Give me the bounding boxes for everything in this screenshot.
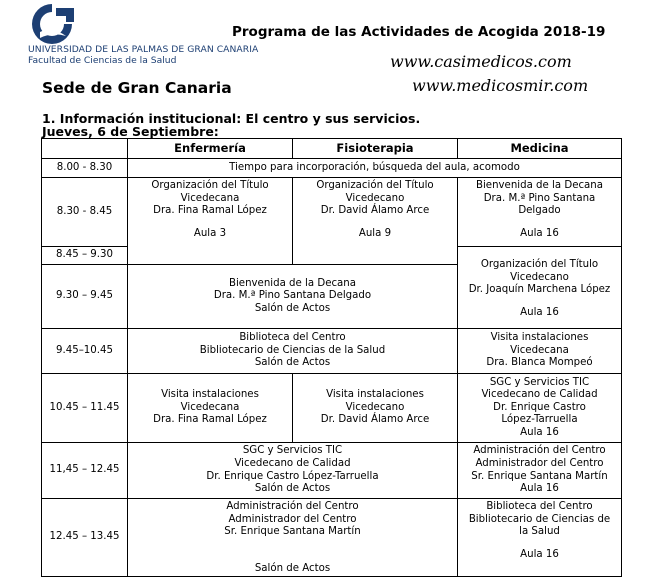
- activity-title: SGC y Servicios TIC: [242, 445, 343, 457]
- sgc-cell: [128, 443, 458, 499]
- program-title: Programa de las Actividades de Acogida 2018-19: [232, 24, 606, 40]
- role: Bibliotecario de Ciencias de: [468, 513, 611, 525]
- corner-cell: [42, 139, 128, 159]
- room: Aula 16: [520, 426, 559, 438]
- activity-title: Organización del Título: [151, 180, 269, 191]
- incorporation-cell: Tiempo para incorporación, búsqueda del aula, acomodo: [128, 159, 622, 178]
- watermark-url-2: www.medicosmir.com: [412, 76, 589, 95]
- role: Vicedecano de Calidad: [234, 457, 351, 469]
- university-logo: [26, 2, 259, 70]
- column-header: Fisioterapia: [293, 139, 458, 159]
- time-cell: 8.00 - 8.30: [42, 159, 128, 178]
- fisioterapia-visita-cell: [293, 374, 458, 443]
- person: Dra. M.ª Pino Santana Delgado: [213, 290, 372, 302]
- medicina-administracion-cell: [458, 443, 622, 499]
- person: López-Tarruella: [501, 414, 578, 426]
- table-row: [42, 159, 622, 178]
- activity-title: Organización del Título: [480, 259, 599, 270]
- room: Salón de Actos: [254, 562, 331, 574]
- time-cell: 8.30 - 8.45: [42, 178, 128, 247]
- person: Dra. Fina Ramal López: [153, 414, 267, 426]
- person: Dr. Enrique Castro López-Tarruella: [206, 470, 379, 482]
- time-cell: 9.30 – 9.45: [42, 265, 128, 329]
- activity-title: Administración del Centro: [226, 501, 359, 512]
- time-cell: 11,45 – 12.45: [42, 443, 128, 499]
- role: Vicedecana: [510, 344, 569, 356]
- role: Vicedecano: [345, 192, 405, 204]
- time-cell: 8.45 – 9.30: [42, 247, 128, 265]
- medicina-organizacion-cell: [458, 247, 622, 329]
- activity-title: Biblioteca del Centro: [486, 501, 593, 512]
- institution-name: UNIVERSIDAD DE LAS PALMAS DE GRAN CANARIA: [28, 44, 259, 55]
- medicina-visita-cell: [458, 329, 622, 374]
- role: Vicedecana: [180, 401, 240, 413]
- room: Salón de Actos: [254, 357, 331, 369]
- room: Aula 16: [520, 483, 559, 495]
- room: Aula 9: [358, 227, 392, 239]
- ulpgc-logo-icon: [26, 2, 78, 46]
- person: Dr. David Álamo Arce: [320, 414, 430, 426]
- person: Dr. David Álamo Arce: [320, 205, 430, 217]
- room: Salón de Actos: [254, 302, 331, 314]
- column-header: Enfermería: [128, 139, 293, 159]
- person: Dra. Blanca Mompeó: [486, 357, 593, 369]
- activity-title: Organización del Título: [316, 180, 434, 191]
- bienvenida-cell: [128, 265, 458, 329]
- watermark-url-1: www.casimedicos.com: [390, 52, 572, 71]
- person: Dra. M.ª Pino Santana: [483, 192, 596, 204]
- role: Vicedecano: [345, 401, 405, 413]
- role: Administrador del Centro: [228, 513, 357, 525]
- column-header: Medicina: [458, 139, 622, 159]
- medicina-biblioteca-cell: [458, 499, 622, 577]
- person: Bibliotecario de Ciencias de la Salud: [199, 344, 386, 356]
- fisioterapia-organizacion-cell: [293, 178, 458, 265]
- table-row: [42, 374, 622, 443]
- enfermeria-visita-cell: [128, 374, 293, 443]
- medicina-sgc-cell: [458, 374, 622, 443]
- person: Dra. Fina Ramal López: [153, 205, 267, 217]
- role: Vicedecano: [510, 271, 569, 283]
- person: Dr. Joaquín Marchena López: [468, 284, 611, 296]
- person: Delgado: [518, 205, 561, 217]
- person: Dr. Enrique Castro: [493, 401, 586, 413]
- section-heading: 1. Información institucional: El centro y sus servicios.: [42, 111, 421, 126]
- schedule-table: [41, 138, 622, 577]
- time-cell: 10.45 – 11.45: [42, 374, 128, 443]
- room: Aula 16: [520, 548, 559, 560]
- room: Aula 16: [520, 306, 559, 318]
- enfermeria-organizacion-cell: [128, 178, 293, 265]
- person: Sr. Enrique Santana Martín: [224, 526, 361, 538]
- administracion-cell: [128, 499, 458, 577]
- activity-title: Visita instalaciones: [326, 389, 424, 401]
- activity-title: Visita instalaciones: [490, 332, 589, 344]
- role: Vicedecano de Calidad: [481, 389, 598, 401]
- room: Aula 16: [520, 227, 559, 239]
- biblioteca-cell: [128, 329, 458, 374]
- activity-title: SGC y Servicios TIC: [489, 376, 590, 388]
- sede-heading: Sede de Gran Canaria: [42, 79, 232, 97]
- activity-title: Administración del Centro: [473, 445, 606, 457]
- table-row: [42, 499, 622, 577]
- activity-title: Biblioteca del Centro: [239, 332, 346, 344]
- activity-title: Visita instalaciones: [161, 389, 259, 401]
- role: Vicedecana: [180, 192, 240, 204]
- activity-title: Bienvenida de la Decana: [475, 180, 603, 191]
- time-cell: 12.45 – 13.45: [42, 499, 128, 577]
- date-heading: Jueves, 6 de Septiembre:: [42, 124, 219, 139]
- role: la Salud: [519, 526, 560, 538]
- table-header-row: [42, 139, 622, 159]
- time-cell: 9.45–10.45: [42, 329, 128, 374]
- medicina-bienvenida-cell: [458, 178, 622, 247]
- role: Administrador del Centro: [475, 457, 604, 469]
- activity-title: Bienvenida de la Decana: [228, 277, 356, 289]
- person: Sr. Enrique Santana Martín: [471, 470, 608, 482]
- table-row: [42, 329, 622, 374]
- faculty-name: Facultad de Ciencias de la Salud: [28, 55, 177, 66]
- table-row: [42, 178, 622, 247]
- room: Aula 3: [193, 227, 227, 239]
- table-row: [42, 443, 622, 499]
- room: Salón de Actos: [254, 483, 331, 495]
